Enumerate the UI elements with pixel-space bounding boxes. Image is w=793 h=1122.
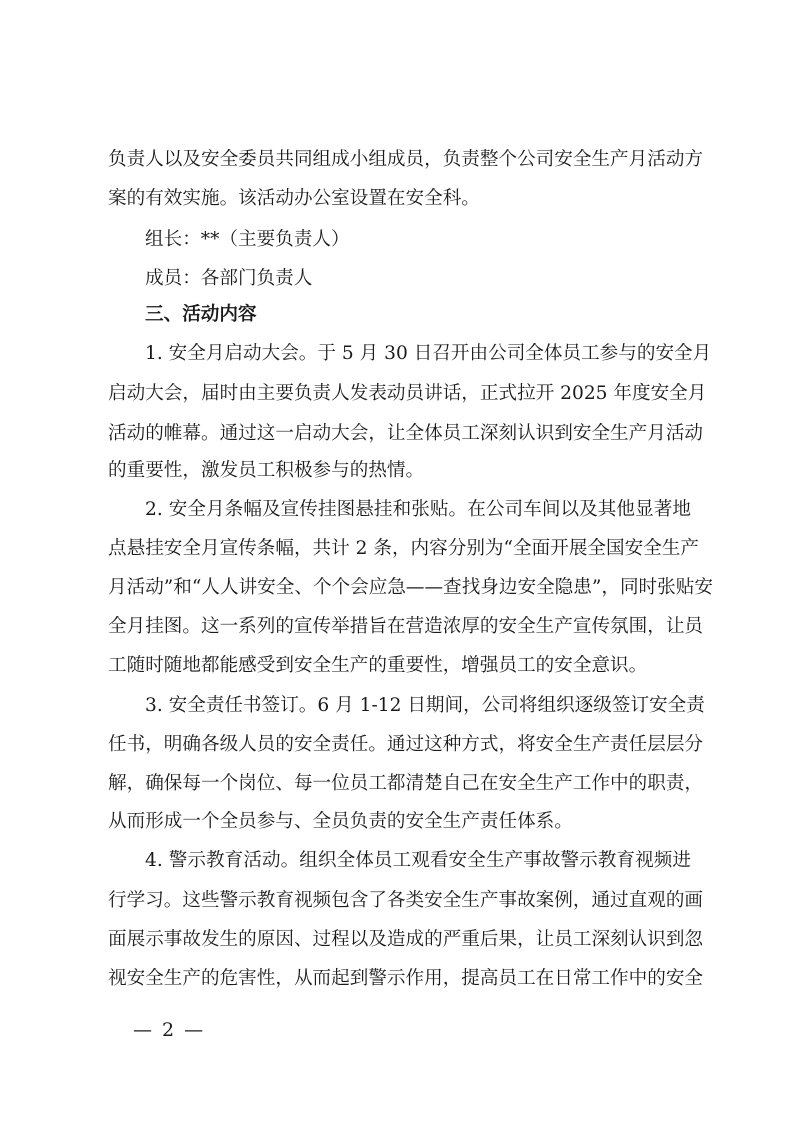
body-line: 视安全生产的危害性，从而起到警示作用，提高员工在日常工作中的安全 bbox=[108, 968, 704, 989]
body-line: 面展示事故发生的原因、过程以及造成的严重后果，让员工深刻认识到忽 bbox=[108, 929, 704, 950]
body-line: 工随时随地都能感受到安全生产的重要性，增强员工的安全意识。 bbox=[108, 655, 648, 676]
body-line: 任书，明确各级人员的安全责任。通过这种方式，将安全生产责任层层分 bbox=[108, 734, 704, 755]
body-line: 4. 警示教育活动。组织全体员工观看安全生产事故警示教育视频进 bbox=[145, 850, 691, 871]
body-line: 活动的帷幕。通过这一启动大会，让全体员工深刻认识到安全生产月活动 bbox=[108, 423, 704, 444]
body-line: 负责人以及安全委员共同组成小组成员，负责整个公司安全生产月活动方 bbox=[108, 149, 704, 170]
body-line: 案的有效实施。该活动办公室设置在安全科。 bbox=[108, 188, 480, 209]
body-line: 全月挂图。这一系列的宣传举措旨在营造浓厚的安全生产宣传氛围，让员 bbox=[108, 616, 704, 637]
body-line: 2. 安全月条幅及宣传挂图悬挂和张贴。在公司车间以及其他显著地 bbox=[145, 499, 691, 520]
team-leader-line: 组长：**（主要负责人） bbox=[145, 229, 350, 250]
body-line: 3. 安全责任书签订。6 月 1-12 日期间，公司将组织逐级签订安全责 bbox=[145, 695, 705, 716]
body-line: 点悬挂安全月宣传条幅，共计 2 条，内容分别为“全面开展全国安全生产 bbox=[108, 538, 699, 559]
section-heading: 三、活动内容 bbox=[145, 304, 257, 325]
body-line: 解，确保每一个岗位、每一位员工都清楚自己在安全生产工作中的职责， bbox=[108, 773, 704, 794]
body-line: 从而形成一个全员参与、全员负责的安全生产责任体系。 bbox=[108, 811, 573, 832]
body-line: 月活动”和“人人讲安全、个个会应急——查找身边安全隐患”，同时张贴安 bbox=[108, 577, 713, 598]
team-members-line: 成员：各部门负责人 bbox=[145, 268, 313, 289]
body-line: 的重要性，激发员工积极参与的热情。 bbox=[108, 460, 425, 481]
body-line: 启动大会，届时由主要负责人发表动员讲话，正式拉开 2025 年度安全月 bbox=[108, 383, 707, 404]
body-line: 1. 安全月启动大会。于 5 月 30 日召开由公司全体员工参与的安全月 bbox=[145, 343, 712, 364]
body-line: 行学习。这些警示教育视频包含了各类安全生产事故案例，通过直观的画 bbox=[108, 890, 704, 911]
page-number: — 2 — bbox=[133, 1019, 206, 1041]
